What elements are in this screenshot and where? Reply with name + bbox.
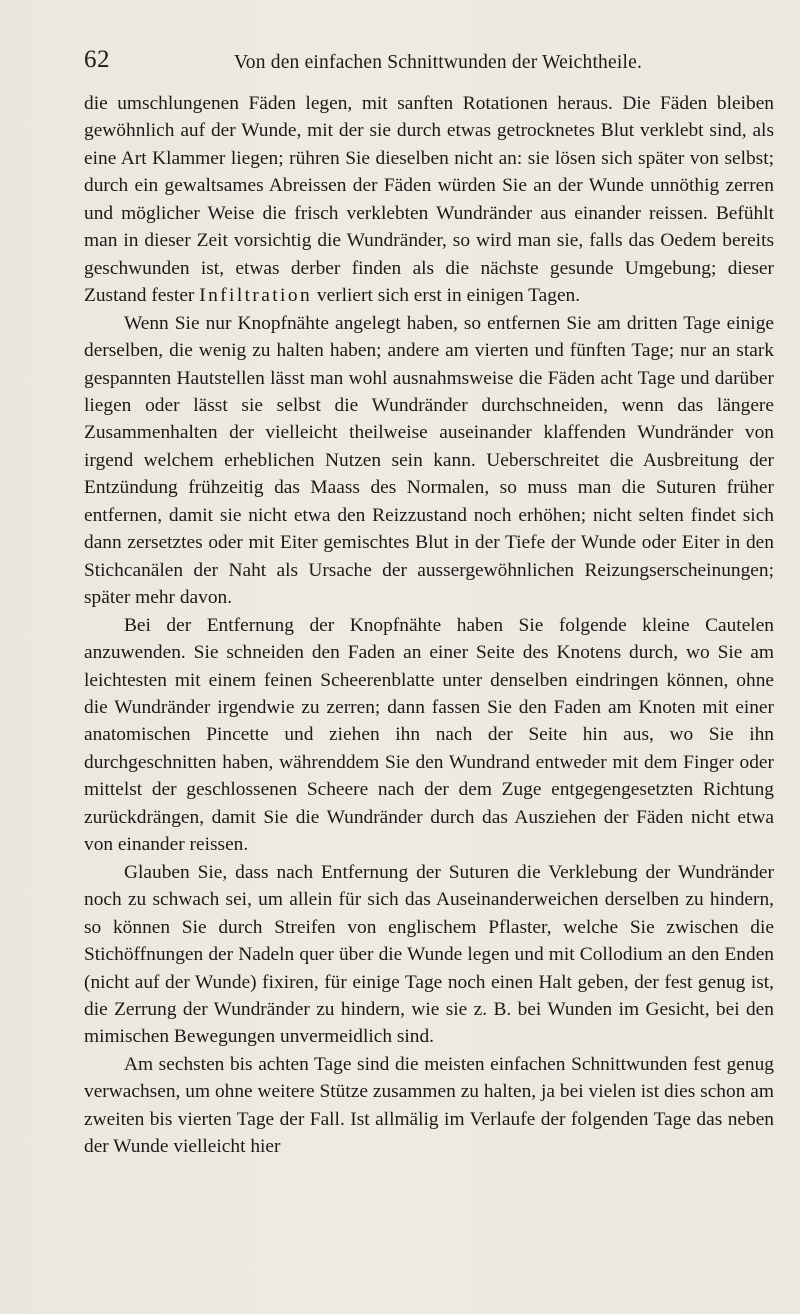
body-text: [84, 90, 774, 1161]
page-number: 62: [84, 46, 110, 73]
text-segment: Bei der Entfernung der Knopfnähte haben Sie folgende kleine Cautelen anzuwenden. Sie schneiden den Faden an einer Seite des Knotens durch, wo Sie am leichtesten mit einem feinen Scheerenblatte unter denselben eindringen können, ohne die Wundränder irgendwie zu zerren; dann fassen Sie den Faden am Knoten mit einer anatomischen Pincette und ziehen ihn nach der Seite hin aus, wo Sie ihn durchgeschnitten haben, währenddem Sie den Wundrand entweder mit dem Finger oder mittelst der geschlossenen Scheere nach der dem Zuge entgegengesetzten Richtung zurückdrängen, damit Sie die Wundränder durch das Ausziehen der Fäden nicht etwa von einander reissen.: [84, 614, 774, 856]
text-segment: Wenn Sie nur Knopfnähte angelegt haben, so entfernen Sie am dritten Tage einige derselben, die wenig zu halten haben; andere am vierten und fünften Tage; nur an stark gespannten Hautstellen lässt man wohl ausnahmsweise die Fäden acht Tage und darüber liegen oder lässt sie selbst die Wundränder durchschneiden, wenn das längere Zusammenhalten der vielleicht theilweise auseinander klaffenden Wundränder von irgend welchem erheblichen Nutzen sein kann. Ueberschreitet die Ausbreitung der Entzündung frühzeitig das Maass des Normalen, so muss man die Suturen früher entfernen, damit sie nicht etwa den Reizzustand noch erhöhen; nicht selten findet sich dann zersetztes oder mit Eiter gemischtes Blut in der Tiefe der Wunde oder Eiter in den Stichcanälen der Naht als Ursache der aussergewöhnlichen Reizungserscheinungen; später mehr davon.: [84, 312, 774, 609]
paragraph-4: [84, 859, 774, 1051]
emphasized-term: Infiltration: [199, 285, 313, 307]
running-head-title: Von den einfachen Schnittwunden der Weichtheile.: [234, 52, 643, 73]
running-head: [84, 44, 774, 80]
paragraph-3: [84, 612, 774, 859]
text-segment: verliert sich erst in einigen Tagen.: [312, 285, 581, 307]
paragraph-1: [84, 90, 774, 310]
text-segment: die umschlungenen Fäden legen, mit sanften Rotationen heraus. Die Fäden bleiben gewöhnlich auf der Wunde, mit der sie durch etwas getrocknetes Blut verklebt sind, als eine Art Klammer liegen; rühren Sie dieselben nicht an: sie lösen sich später von selbst; durch ein gewaltsames Abreissen der Fäden würden Sie an der Wunde unnöthig zerren und möglicher Weise die frisch verklebten Wundränder aus einander reissen. Befühlt man in dieser Zeit vorsichtig die Wundränder, so wird man sie, falls das Oedem bereits geschwunden ist, etwas derber finden als die nächste gesunde Umgebung; dieser Zustand fester: [84, 93, 774, 307]
text-segment: Glauben Sie, dass nach Entfernung der Suturen die Verklebung der Wundränder noch zu schwach sei, um allein für sich das Auseinanderweichen derselben zu hindern, so können Sie durch Streifen von englischem Pflaster, welche Sie zwischen die Stichöffnungen der Nadeln quer über die Wunde legen und mit Collodium an den Enden (nicht auf der Wunde) fixiren, für einige Tage noch einen Halt geben, der fest genug ist, die Zerrung der Wundränder zu hindern, wie sie z. B. bei Wunden im Gesicht, bei den mimischen Bewegungen unvermeidlich sind.: [84, 861, 774, 1048]
paragraph-5: [84, 1051, 774, 1161]
paragraph-2: [84, 310, 774, 612]
text-segment: Am sechsten bis achten Tage sind die meisten einfachen Schnittwunden fest genug verwachsen, um ohne weitere Stütze zusammen zu halten, ja bei vielen ist dies schon am zweiten bis vierten Tage der Fall. Ist allmälig im Verlaufe der folgenden Tage das neben der Wunde vielleicht hier: [84, 1053, 774, 1158]
